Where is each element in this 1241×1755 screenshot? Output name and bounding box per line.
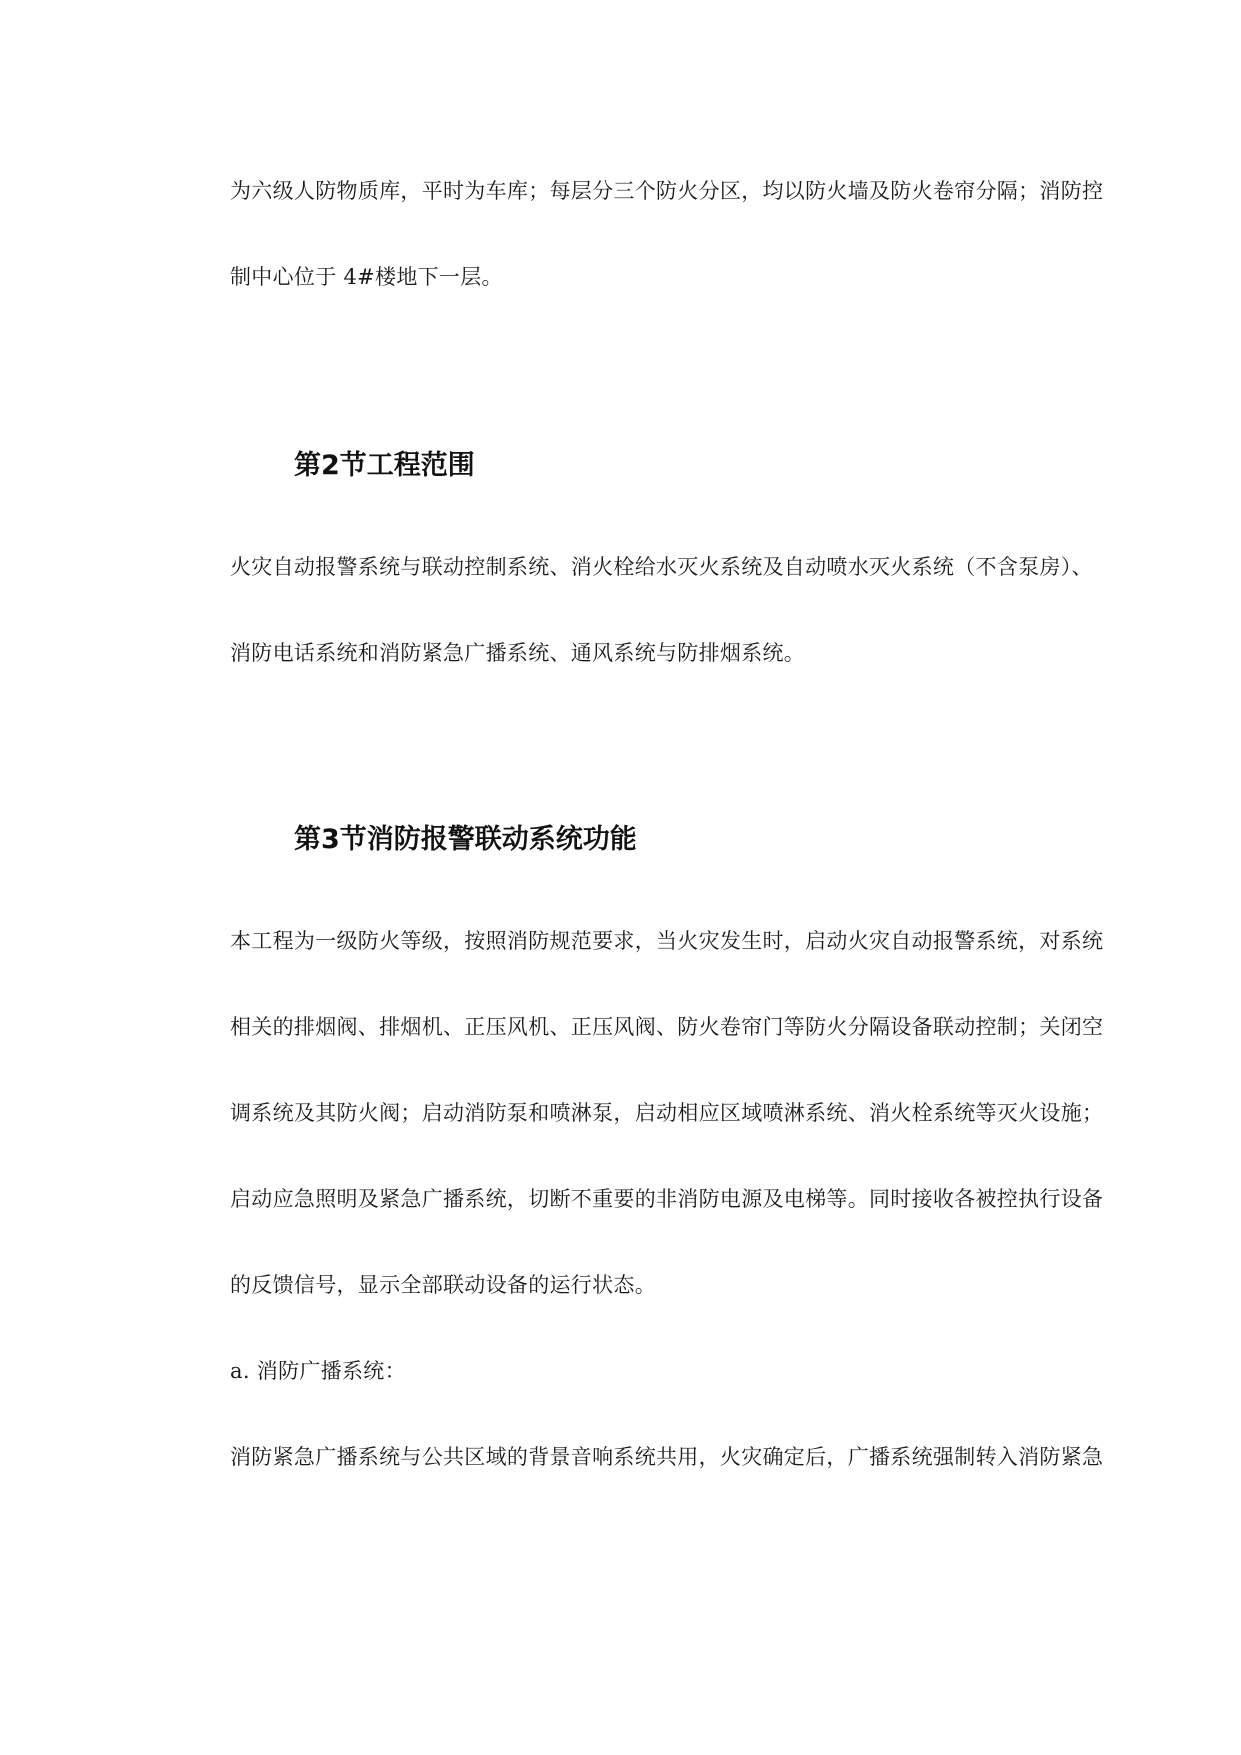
- section-3-line-4: 启动应急照明及紧急广播系统，切断不重要的非消防电源及电梯等。同时接收各被控执行设备: [230, 1187, 1104, 1211]
- section-3-line-5: 的反馈信号，显示全部联动设备的运行状态。: [230, 1273, 656, 1297]
- intro-line-2: 制中心位于 4#楼地下一层。: [230, 265, 503, 289]
- item-a-line-1: 消防紧急广播系统与公共区域的背景音响系统共用，火灾确定后，广播系统强制转入消防紧急: [230, 1445, 1104, 1469]
- item-a-label: a. 消防广播系统：: [230, 1359, 406, 1383]
- section-3-line-3: 调系统及其防火阀；启动消防泵和喷淋泵，启动相应区域喷淋系统、消火栓系统等灭火设施；: [230, 1101, 1104, 1125]
- section-3-line-2: 相关的排烟阀、排烟机、正压风机、正压风阀、防火卷帘门等防火分隔设备联动控制；关闭空: [230, 1015, 1104, 1039]
- section-2-line-1: 火灾自动报警系统与联动控制系统、消火栓给水灭火系统及自动喷水灭火系统（不含泵房）、: [230, 555, 1093, 579]
- section-2-line-2: 消防电话系统和消防紧急广播系统、通风系统与防排烟系统。: [230, 641, 806, 665]
- section-3-heading: 第3节消防报警联动系统功能: [294, 824, 637, 855]
- intro-line-1: 为六级人防物质库，平时为车库；每层分三个防火分区，均以防火墙及防火卷帘分隔；消防控: [230, 179, 1104, 203]
- section-2-heading: 第2节工程范围: [294, 450, 475, 481]
- section-3-line-1: 本工程为一级防火等级，按照消防规范要求，当火灾发生时，启动火灾自动报警系统，对系统: [230, 929, 1104, 953]
